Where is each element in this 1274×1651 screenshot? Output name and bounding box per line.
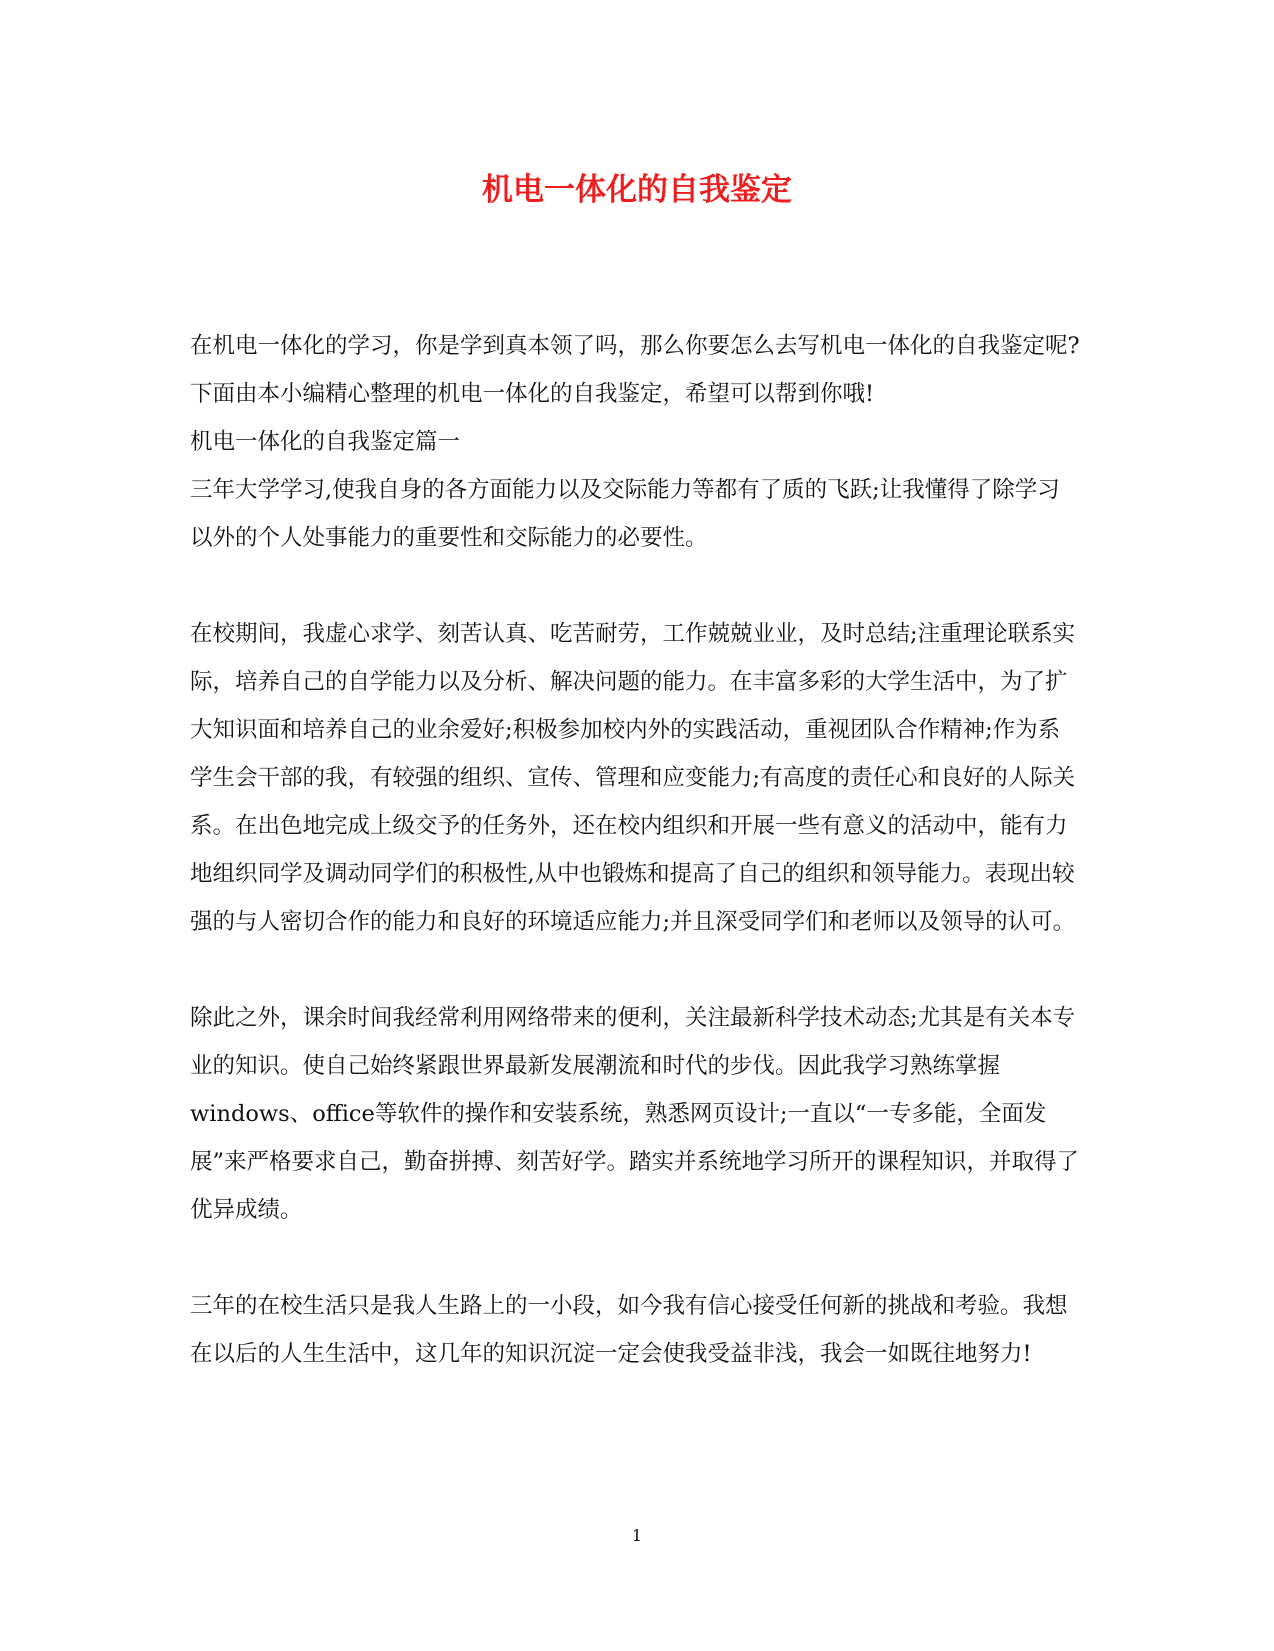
document-body [190,322,1080,1378]
page-number: 1 [631,1526,643,1545]
body-paragraph-3: 除此之外，课余时间我经常利用网络带来的便利，关注最新科学技术动态;尤其是有关本专业的知识。使自己始终紧跟世界最新发展潮流和时代的步伐。因此我学习熟练掌握windows、office等软件的操作和安装系统，熟悉网页设计;一直以“一专多能，全面发展”来严格要求自己，勤奋拼搏、刻苦好学。踏实并系统地学习所开的课程知识，并取得了优异成绩。 [190,1005,1080,1223]
body-paragraph-2: 在校期间，我虚心求学、刻苦认真、吃苦耐劳，工作兢兢业业，及时总结;注重理论联系实际，培养自己的自学能力以及分析、解决问题的能力。在丰富多彩的大学生活中，为了扩大知识面和培养自己的业余爱好;积极参加校内外的实践活动，重视团队合作精神;作为系学生会干部的我，有较强的组织、宣传、管理和应变能力;有高度的责任心和良好的人际关系。在出色地完成上级交予的任务外，还在校内组织和开展一些有意义的活动中，能有力地组织同学及调动同学们的积极性,从中也锻炼和提高了自己的组织和领导能力。表现出较强的与人密切合作的能力和良好的环境适应能力;并且深受同学们和老师以及领导的认可。 [190,621,1076,935]
body-paragraph-4: 三年的在校生活只是我人生路上的一小段，如今我有信心接受任何新的挑战和考验。我想在以后的人生生活中，这几年的知识沉淀一定会使我受益非浅，我会一如既往地努力! [190,1293,1068,1367]
paragraph-gap [190,1234,1080,1282]
paragraph-gap [190,946,1080,994]
paragraph-gap [190,562,1080,610]
section-heading: 机电一体化的自我鉴定篇一 [190,429,461,455]
document-title: 机电一体化的自我鉴定 [482,172,792,208]
intro-paragraph: 在机电一体化的学习，你是学到真本领了吗，那么你要怎么去写机电一体化的自我鉴定呢?下面由本小编精心整理的机电一体化的自我鉴定，希望可以帮到你哦! [190,333,1080,407]
body-paragraph-1: 三年大学学习,使我自身的各方面能力以及交际能力等都有了质的飞跃;让我懂得了除学习以外的个人处事能力的重要性和交际能力的必要性。 [190,477,1060,551]
